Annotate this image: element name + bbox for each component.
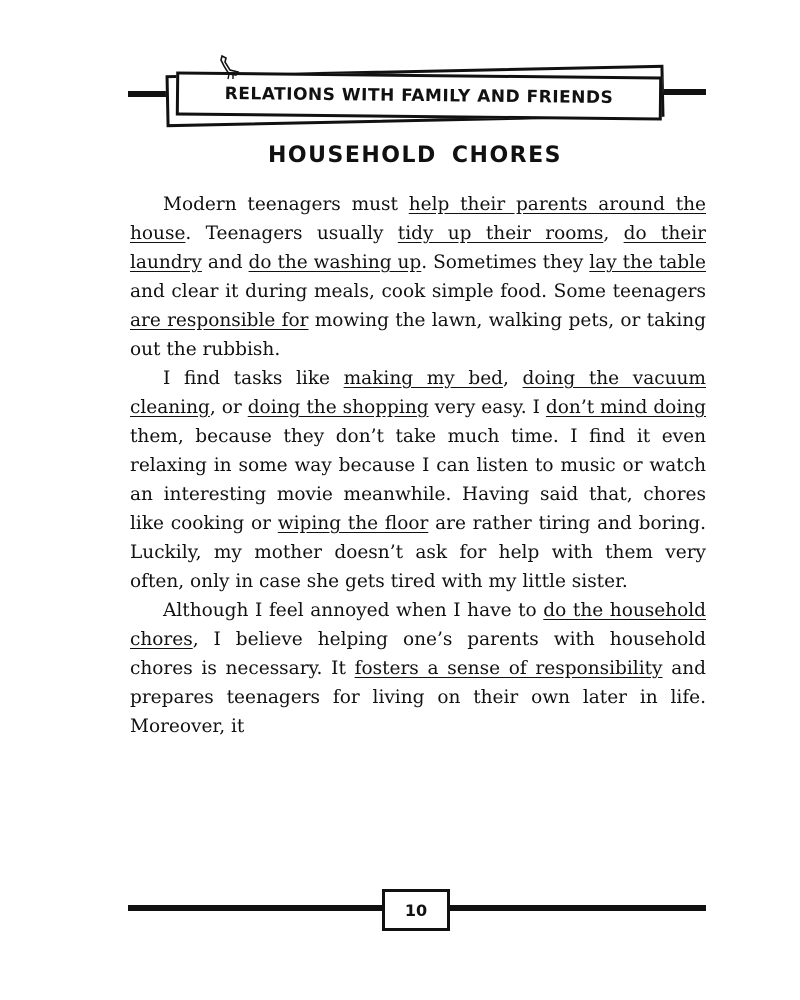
- text-run: and prepares teenagers for living on their own later in life. Moreover, it: [130, 658, 706, 737]
- chapter-header: [0, 0, 800, 130]
- underlined-phrase: doing the vacuum cleaning: [130, 368, 706, 418]
- header-rule-left: [128, 91, 170, 97]
- underlined-phrase: tidy up their rooms: [397, 223, 604, 244]
- paragraph: [130, 364, 706, 596]
- underlined-phrase: do the washing up: [248, 252, 422, 273]
- text-run: Although I feel annoyed when I have to: [163, 600, 544, 621]
- page-number: 10: [404, 900, 428, 920]
- text-run: very easy. I: [428, 397, 546, 418]
- underlined-phrase: do their laundry: [130, 223, 706, 273]
- text-run: , or: [209, 397, 248, 418]
- text-run: ,: [503, 368, 523, 389]
- page-number-box: [382, 889, 450, 931]
- article-body: [130, 190, 706, 741]
- underlined-phrase: lay the table: [589, 252, 706, 273]
- paragraph: [130, 190, 706, 364]
- underlined-phrase: help their parents around the house: [130, 194, 706, 244]
- underlined-phrase: do the household chores: [130, 600, 706, 650]
- text-run: ,: [603, 223, 624, 244]
- section-title: RELATIONS WITH FAMILY AND FRIENDS: [224, 83, 614, 109]
- text-run: and: [201, 252, 249, 273]
- underlined-phrase: wiping the floor: [277, 513, 429, 534]
- text-run: mowing the lawn, walking pets, or taking out the rubbish.: [130, 310, 706, 360]
- bird-icon: [216, 52, 244, 80]
- underlined-phrase: fosters a sense of responsibility: [354, 658, 663, 679]
- footer-rule-left: [128, 905, 382, 911]
- underlined-phrase: doing the shopping: [247, 397, 429, 418]
- section-banner: [176, 71, 662, 120]
- footer-rule-right: [449, 905, 706, 911]
- underlined-phrase: making my bed: [343, 368, 503, 389]
- text-run: . Sometimes they: [421, 252, 590, 273]
- text-run: Modern teenagers must: [163, 194, 409, 215]
- text-run: I find tasks like: [163, 368, 344, 389]
- underlined-phrase: are responsible for: [130, 310, 309, 331]
- text-run: , I believe helping one’s parents with household chores is necessary. It: [130, 629, 706, 679]
- text-run: are rather tiring and boring. Luckily, my mother doesn’t ask for help with them very often, only in case she gets tired with my little sister.: [130, 513, 706, 592]
- page-title: HOUSEHOLD CHORES: [268, 143, 562, 168]
- paragraph: [130, 596, 706, 741]
- text-run: and clear it during meals, cook simple food. Some teenagers: [130, 281, 706, 302]
- text-run: them, because they don’t take much time. I find it even relaxing in some way because I can listen to music or watch an interesting movie meanwhile. Having said that, chores like cooking or: [130, 426, 706, 534]
- header-rule-right: [662, 89, 706, 95]
- text-run: . Teenagers usually: [185, 223, 398, 244]
- underlined-phrase: don’t mind doing: [545, 397, 706, 418]
